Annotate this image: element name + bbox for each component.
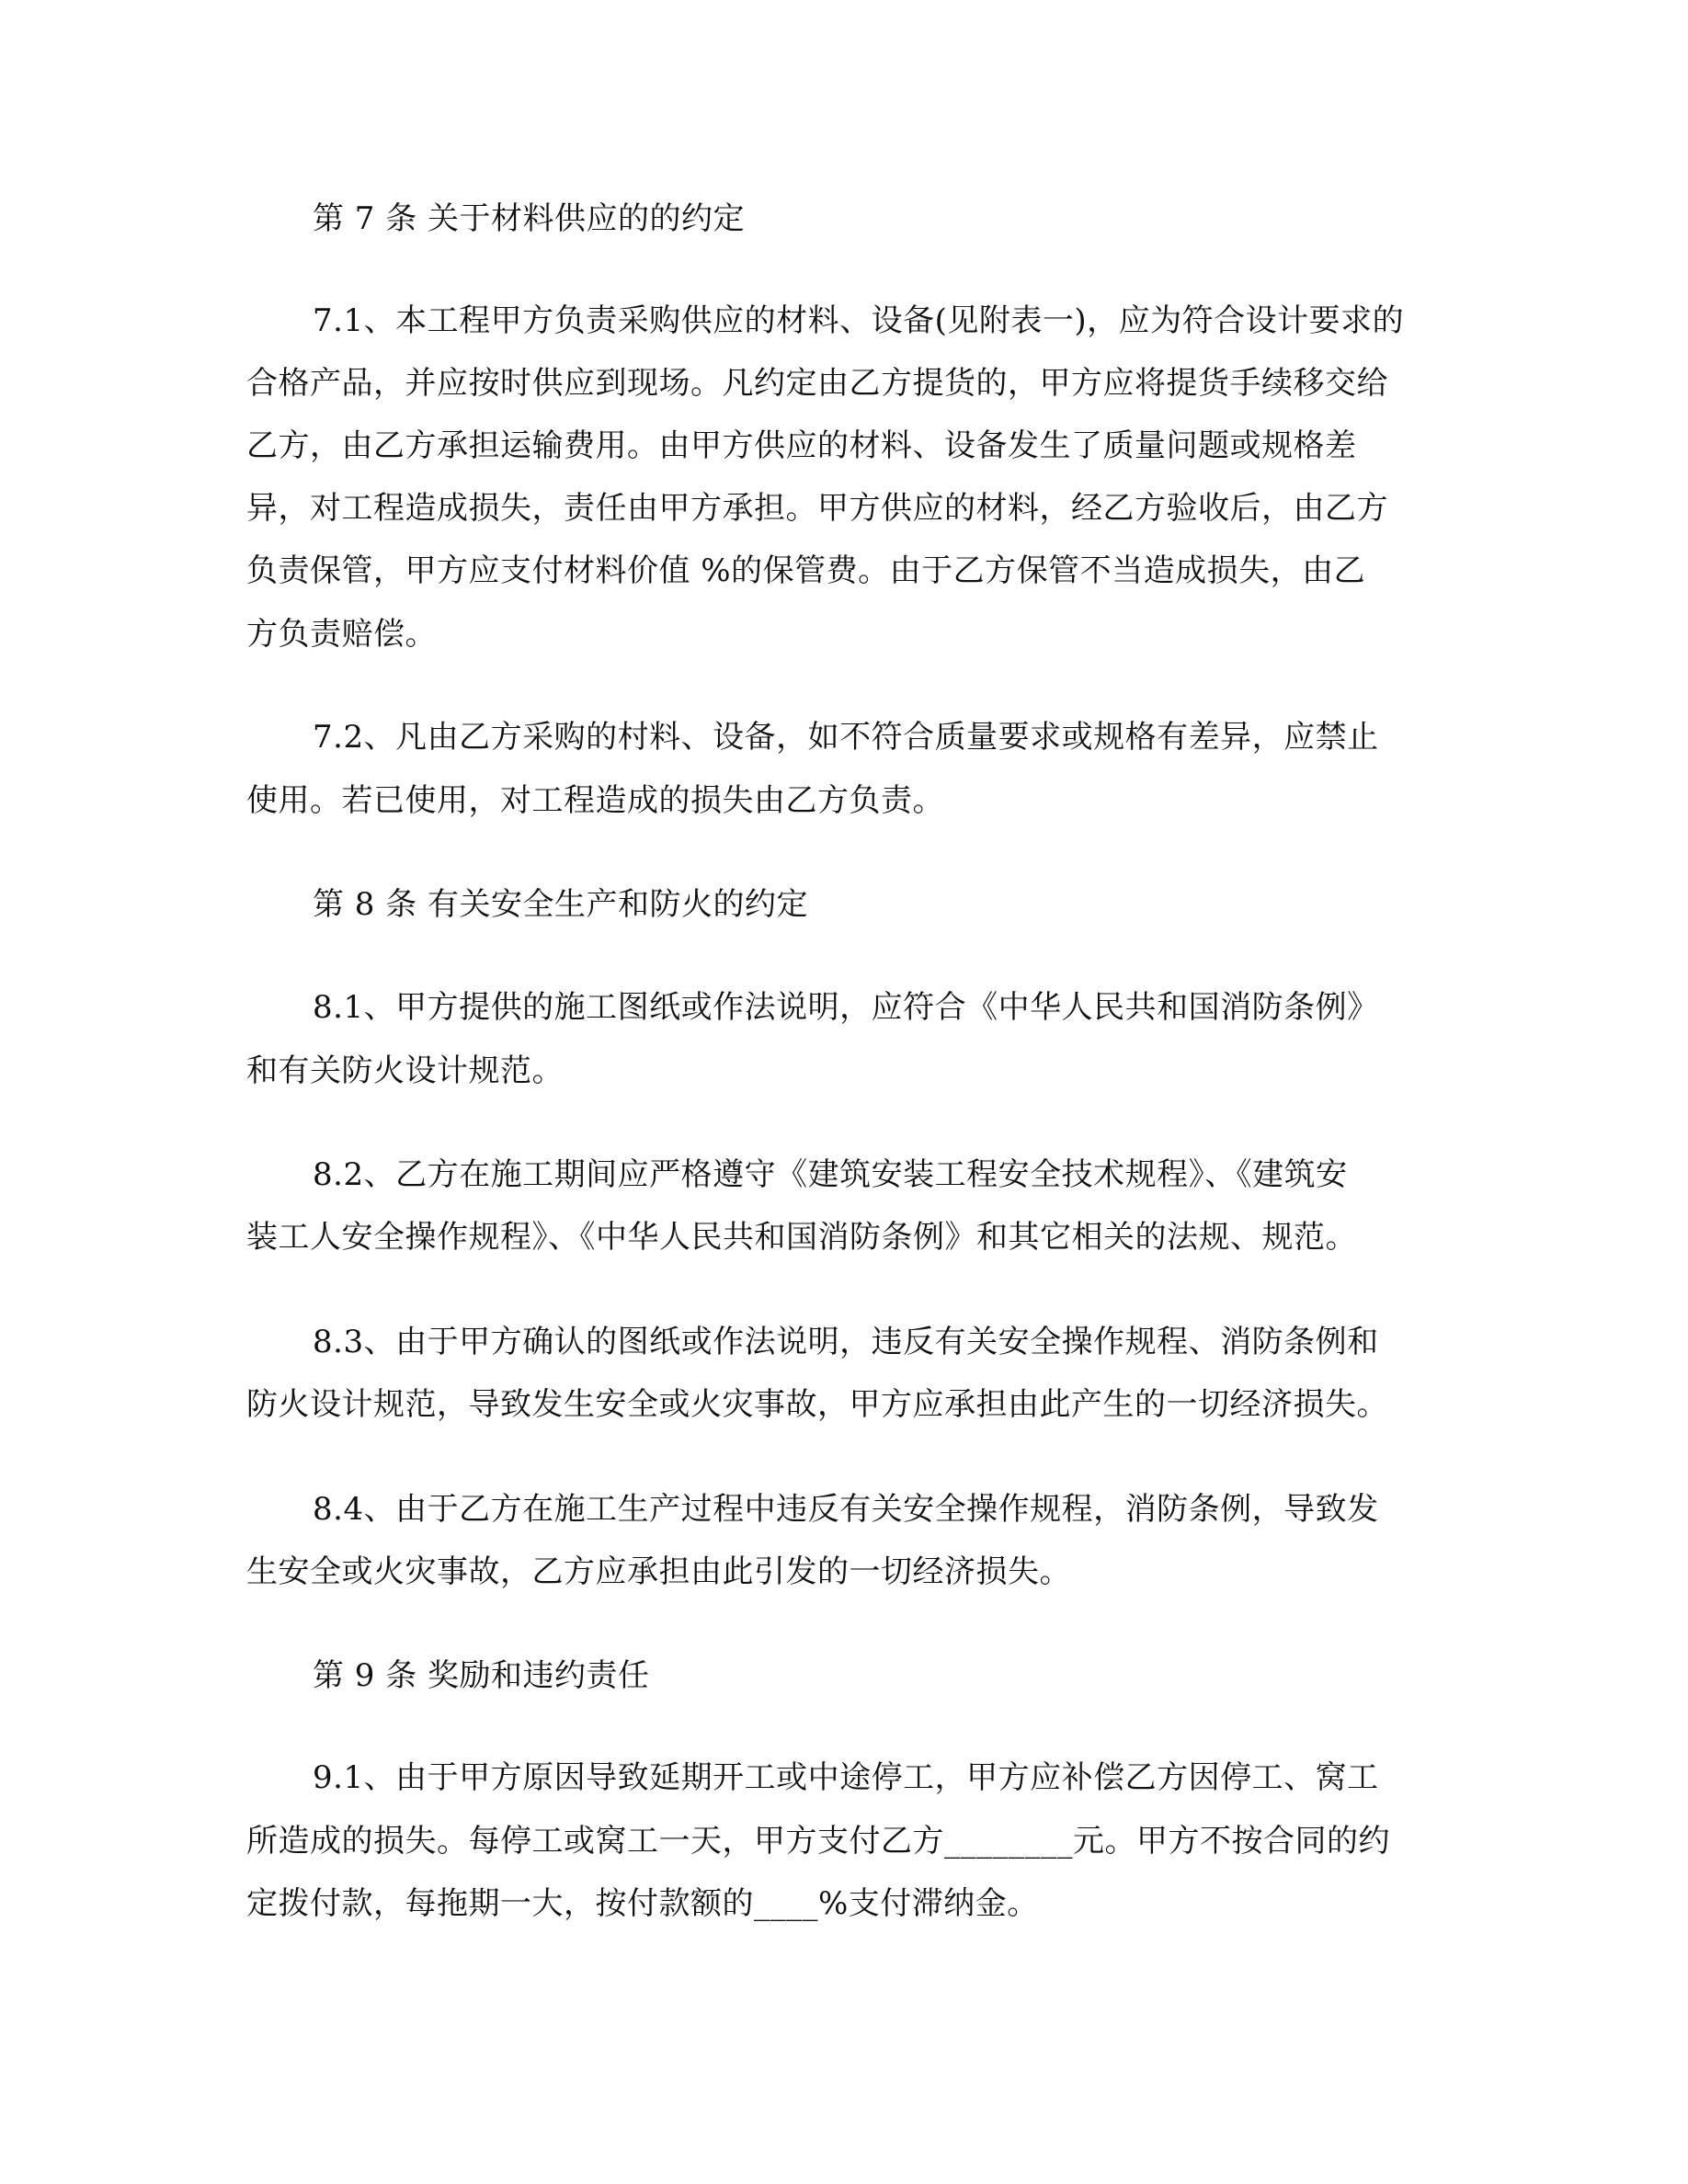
clause-8-2-line-2: 装工人安全操作规程》、《中华人民共和国消防条例》和其它相关的法规、规范。 <box>246 1219 1357 1256</box>
article-8-heading: 第 8 条 有关安全生产和防火的约定 <box>313 886 809 923</box>
clause-7-1-line-3: 乙方，由乙方承担运输费用。由甲方供应的材料、设备发生了质量问题或规格差 <box>246 427 1357 464</box>
clause-9-1-line-3: 定拨付款，每拖期一大，按付款额的____%支付滞纳金。 <box>246 1885 1039 1922</box>
clause-7-1-line-6: 方负责赔偿。 <box>246 616 437 653</box>
clause-8-3-line-2: 防火设计规范，导致发生安全或火灾事故，甲方应承担由此产生的一切经济损失。 <box>246 1386 1388 1423</box>
clause-8-1-line-2: 和有关防火设计规范。 <box>246 1052 564 1089</box>
clause-7-1-line-4: 异，对工程造成损失，责任由甲方承担。甲方供应的材料，经乙方验收后，由乙方 <box>246 490 1388 527</box>
article-9-heading: 第 9 条 奖励和违约责任 <box>313 1657 650 1694</box>
article-7-heading: 第 7 条 关于材料供应的的约定 <box>313 200 746 237</box>
clause-8-4-line-2: 生安全或火灾事故，乙方应承担由此引发的一切经济损失。 <box>246 1553 1071 1590</box>
clause-7-2-line-2: 使用。若已使用，对工程造成的损失由乙方负责。 <box>246 782 944 819</box>
clause-7-1-line-2: 合格产品，并应按时供应到现场。凡约定由乙方提货的，甲方应将提货手续移交给 <box>246 365 1388 402</box>
clause-8-2-line-1: 8.2、乙方在施工期间应严格遵守《建筑安装工程安全技术规程》、《建筑安 <box>313 1156 1348 1193</box>
clause-9-1-line-1: 9.1、由于甲方原因导致延期开工或中途停工，甲方应补偿乙方因停工、窝工 <box>313 1759 1379 1796</box>
clause-8-4-line-1: 8.4、由于乙方在施工生产过程中违反有关安全操作规程，消防条例，导致发 <box>313 1491 1379 1528</box>
clause-8-3-line-1: 8.3、由于甲方确认的图纸或作法说明，违反有关安全操作规程、消防条例和 <box>313 1324 1379 1360</box>
clause-7-1-line-1: 7.1、本工程甲方负责采购供应的材料、设备(见附表一)，应为符合设计要求的 <box>313 302 1405 339</box>
clause-9-1-line-2: 所造成的损失。每停工或窝工一天，甲方支付乙方________元。甲方不按合同的约 <box>246 1823 1390 1860</box>
clause-8-1-line-1: 8.1、甲方提供的施工图纸或作法说明，应符合《中华人民共和国消防条例》 <box>313 989 1379 1026</box>
clause-7-2-line-1: 7.2、凡由乙方采购的村料、设备，如不符合质量要求或规格有差异，应禁止 <box>313 719 1379 756</box>
clause-7-1-line-5: 负责保管，甲方应支付材料价值 %的保管费。由于乙方保管不当造成损失，由乙 <box>246 552 1366 589</box>
